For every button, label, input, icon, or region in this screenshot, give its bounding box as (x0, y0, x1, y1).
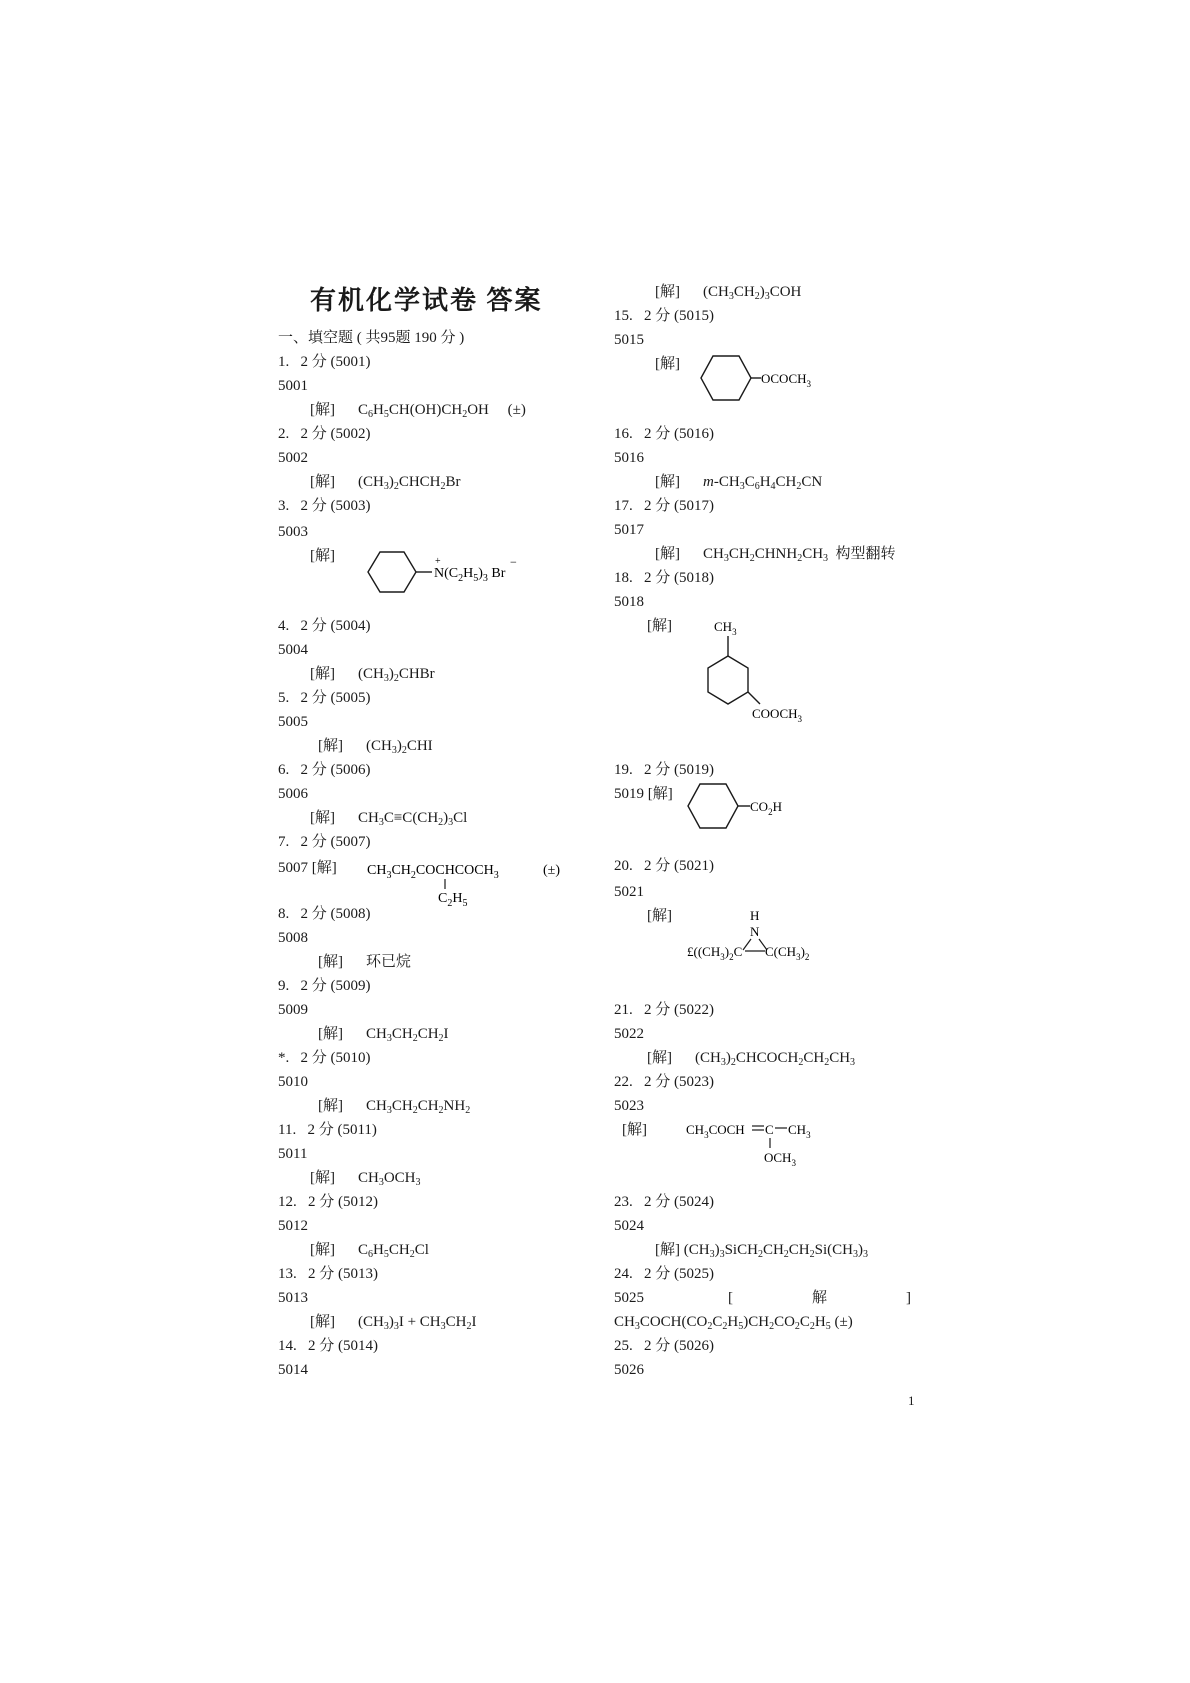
answer-line: [解] $(CH_3)_2CHCH_2Br$ (310, 474, 461, 492)
question-header: 18. 2 分 (5018) (614, 570, 714, 586)
svg-text:+: + (435, 556, 441, 567)
question-code: 5004 (278, 642, 308, 658)
answer-line: [解] $CH_3CH_2CH_2NH_2$ (318, 1098, 471, 1116)
svg-text:COOCH3: $COOCH_3$ (752, 706, 803, 724)
question-header: 22. 2 分 (5023) (614, 1074, 714, 1090)
question-code: 5013 (278, 1290, 308, 1306)
question-header: *. 2 分 (5010) (278, 1050, 371, 1066)
question-code: 5002 (278, 450, 308, 466)
answer-label: [解] (310, 548, 335, 564)
question-code: 5014 (278, 1362, 308, 1378)
svg-text:−: − (510, 555, 517, 569)
svg-text:C: C (765, 1122, 774, 1137)
answer-bracket-left: [ (728, 1290, 733, 1306)
question-header: 8. 2 分 (5008) (278, 906, 371, 922)
question-header: 2. 2 分 (5002) (278, 426, 371, 442)
cyclohexyl-ammonium-structure (360, 540, 540, 600)
page-title: 有机化学试卷 答案 (310, 286, 543, 315)
question-header: 12. 2 分 (5012) (278, 1194, 378, 1210)
question-code: 5010 (278, 1074, 308, 1090)
question-code: 5001 (278, 378, 308, 394)
question-header: 7. 2 分 (5007) (278, 834, 371, 850)
aziridine-structure (685, 906, 845, 966)
question-code: 5006 (278, 786, 308, 802)
question-code: 5008 (278, 930, 308, 946)
answer-line: [解] $CH_3OCH_3$ (310, 1170, 421, 1188)
svg-text:C(CH3)2: $C(CH_3)_2$ (765, 944, 810, 962)
question-header: 9. 2 分 (5009) (278, 978, 371, 994)
question-code: 5015 (614, 332, 644, 348)
question-header: 21. 2 分 (5022) (614, 1002, 714, 1018)
answer-bracket-right: ] (906, 1290, 911, 1306)
question-code: 5007 [解] (278, 860, 337, 876)
svg-text:(±): (±) (543, 863, 561, 878)
answer-line: [解] 环已烷 (318, 954, 412, 970)
enol-ether-structure (684, 1118, 844, 1168)
question-code: 5025 (614, 1290, 644, 1306)
question-code: 5019 [解] (614, 786, 673, 802)
question-header: 15. 2 分 (5015) (614, 308, 714, 324)
question-code: 5005 (278, 714, 308, 730)
answer-line: [解] $(CH_3)_3I + CH_3CH_2I$ (310, 1314, 477, 1332)
ketone-structure (365, 858, 575, 908)
question-code: 5018 (614, 594, 644, 610)
answer-line: $CH_3COCH(CO_2C_2H_5)CH_2CO_2C_2H_5$ (±) (614, 1314, 853, 1332)
question-header: 16. 2 分 (5016) (614, 426, 714, 442)
methylcyclohexyl-ester-structure (690, 616, 850, 726)
answer-line: [解] $CH_3C\equiv C(CH_2)_3Cl$ (310, 810, 468, 828)
question-header: 23. 2 分 (5024) (614, 1194, 714, 1210)
question-header: 25. 2 分 (5026) (614, 1338, 714, 1354)
svg-text:OCH3: $OCH_3$ (764, 1150, 796, 1168)
answer-label: [解] (622, 1122, 647, 1138)
cyclohexanecarboxylic-acid-structure (682, 780, 812, 834)
answer-label: [解] (655, 356, 680, 372)
question-code: 5012 (278, 1218, 308, 1234)
cyclohexyl-acetate-structure (695, 352, 845, 406)
question-code: 5024 (614, 1218, 644, 1234)
answer-label: [解] (647, 908, 672, 924)
svg-text:H: H (750, 908, 760, 923)
answer-line: [解] $C_6H_5CH(OH)CH_2OH$ (±) (310, 402, 526, 420)
question-header: 20. 2 分 (5021) (614, 858, 714, 874)
section-heading: 一、填空题 ( 共95题 190 分 ) (278, 330, 465, 346)
svg-text:CH3: $CH_3$ (788, 1122, 811, 1140)
question-header: 24. 2 分 (5025) (614, 1266, 714, 1282)
answer-line: [解] $(CH_3CH_2)_3COH$ (655, 284, 802, 302)
question-code: 5023 (614, 1098, 644, 1114)
svg-text:N(C2H5)3 Br: $N(C_2H_5)_3$ Br (434, 566, 506, 584)
question-header: 14. 2 分 (5014) (278, 1338, 378, 1354)
svg-text:OCOCH3: $OCOCH_3$ (761, 371, 812, 389)
answer-line: [解] $m-CH_3C_6H_4CH_2CN$ (655, 474, 823, 492)
question-code: 5009 (278, 1002, 308, 1018)
svg-text:CO2H: $CO_2H$ (750, 799, 782, 817)
question-header: 19. 2 分 (5019) (614, 762, 714, 778)
question-code: 5022 (614, 1026, 644, 1042)
answer-line: [解] $(CH_3)_2CHI$ (318, 738, 433, 756)
answer-line: [解] $(CH_3)_3SiCH_2CH_2CH_2Si(CH_3)_3$ (655, 1242, 868, 1260)
svg-text:N: N (750, 924, 760, 939)
svg-text:CH3: $CH_3$ (714, 619, 737, 637)
svg-text:£((CH3)2C: $£((CH_3)_2C$ (687, 944, 743, 962)
svg-text:CH3COCH: $CH_3COCH$ (686, 1122, 745, 1140)
svg-text:C2H5: $C_2H_5$ (438, 891, 468, 908)
question-header: 3. 2 分 (5003) (278, 498, 371, 514)
question-header: 6. 2 分 (5006) (278, 762, 371, 778)
question-code: 5011 (278, 1146, 308, 1162)
answer-line: [解] $(CH_3)_2CHBr$ (310, 666, 435, 684)
question-header: 5. 2 分 (5005) (278, 690, 371, 706)
question-code: 5021 (614, 884, 644, 900)
answer-line: [解] $CH_3CH_2CHNH_2CH_3$ 构型翻转 (655, 546, 896, 564)
answer-line: [解] $C_6H_5CH_2Cl$ (310, 1242, 429, 1260)
page-number: 1 (908, 1393, 915, 1408)
svg-text:CH3CH2COCHCOCH3: $CH_3CH_2COCHCOCH_3$ (367, 863, 499, 881)
answer-line: [解] $CH_3CH_2CH_2I$ (318, 1026, 449, 1044)
question-code: 5026 (614, 1362, 644, 1378)
answer-label: 解 (812, 1290, 828, 1306)
answer-line: [解] $(CH_3)_2CHCOCH_2CH_2CH_3$ (647, 1050, 856, 1068)
question-header: 17. 2 分 (5017) (614, 498, 714, 514)
question-code: 5016 (614, 450, 644, 466)
question-header: 11. 2 分 (5011) (278, 1122, 377, 1138)
question-header: 4. 2 分 (5004) (278, 618, 371, 634)
answer-label: [解] (647, 618, 672, 634)
question-code: 5003 (278, 524, 308, 540)
question-code: 5017 (614, 522, 644, 538)
question-header: 13. 2 分 (5013) (278, 1266, 378, 1282)
question-header: 1. 2 分 (5001) (278, 354, 371, 370)
